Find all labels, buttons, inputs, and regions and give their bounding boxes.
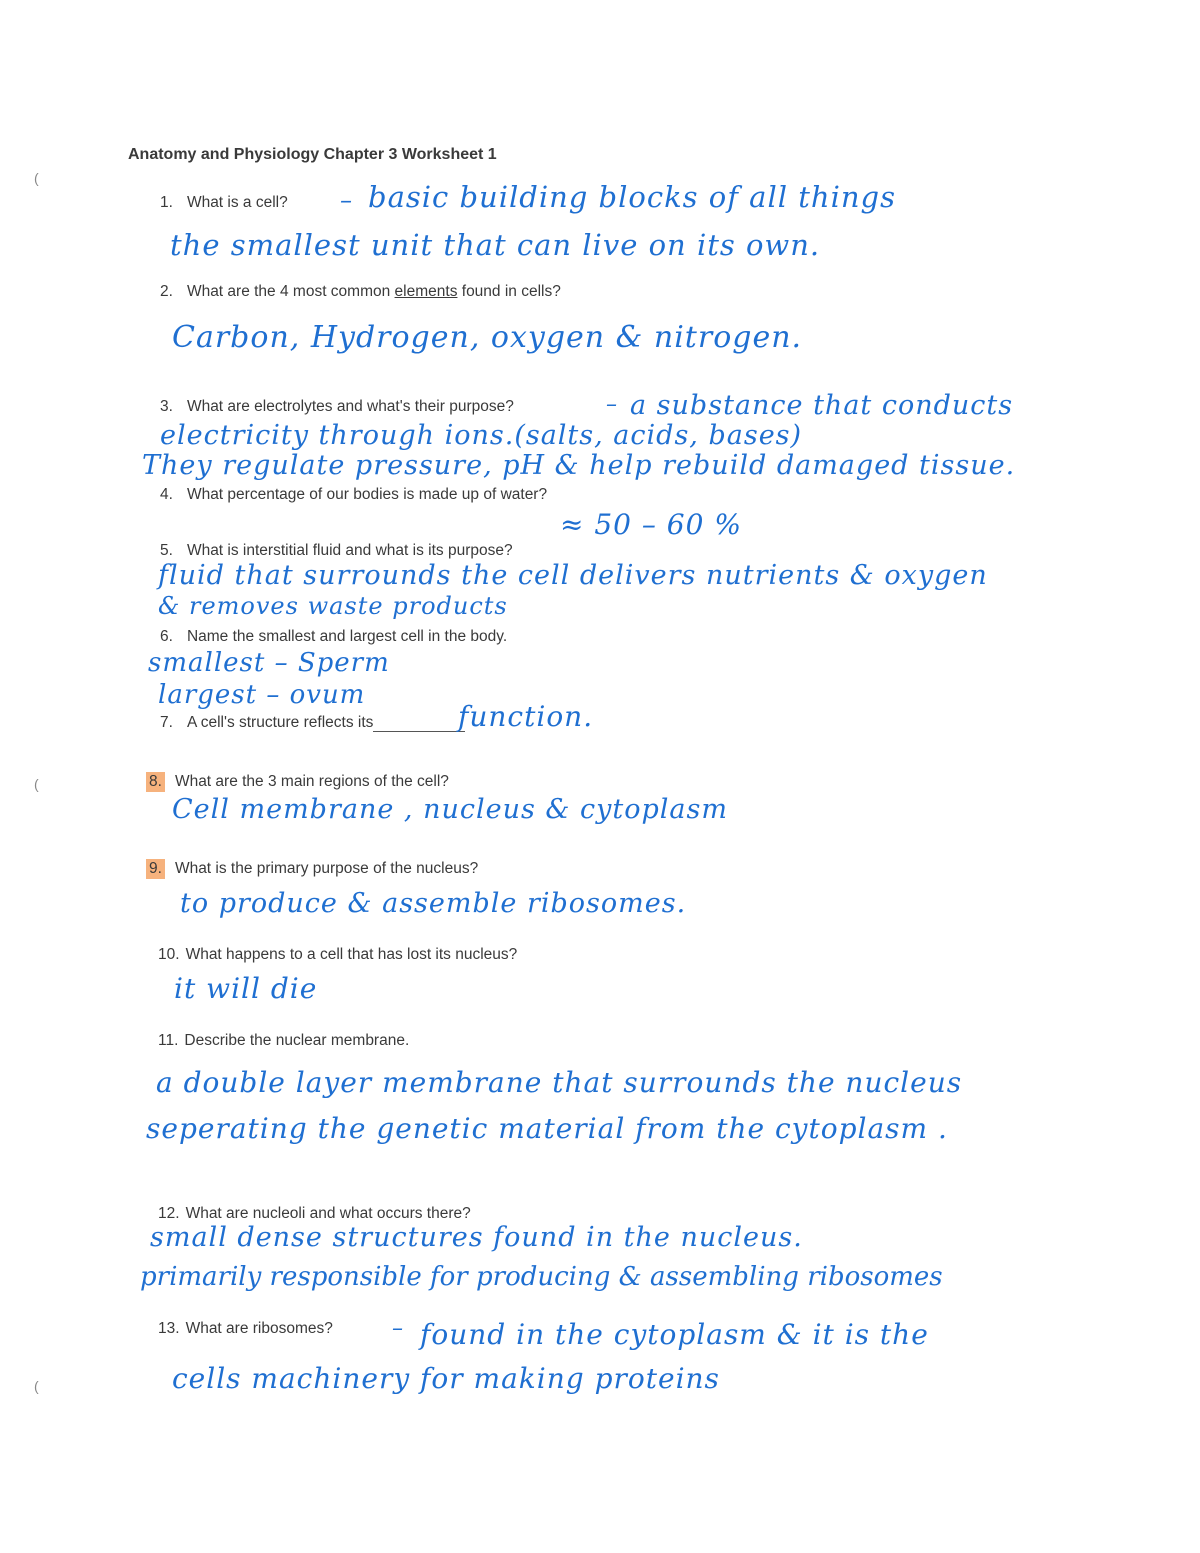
question-13 bbox=[158, 1320, 333, 1338]
answer-6-line-1: smallest – Sperm bbox=[148, 648, 390, 678]
answer-9: to produce & assemble ribosomes. bbox=[180, 888, 687, 919]
answer-7: function. bbox=[458, 700, 594, 733]
answer-1-line-2: the smallest unit that can live on its own. bbox=[170, 228, 821, 262]
question-number: 1. bbox=[160, 194, 173, 211]
question-text-underlined: elements bbox=[394, 283, 458, 300]
question-number: 13. bbox=[158, 1320, 180, 1337]
question-4 bbox=[160, 486, 547, 504]
answer-6-line-2: largest – ovum bbox=[158, 680, 366, 710]
question-text: What percentage of our bodies is made up of water? bbox=[186, 486, 548, 503]
question-text: Name the smallest and largest cell in the body. bbox=[186, 628, 508, 645]
question-number: 10. bbox=[158, 946, 180, 963]
scan-mark: ( bbox=[34, 170, 39, 186]
question-number-highlighted: 9. bbox=[146, 859, 165, 879]
question-10 bbox=[158, 946, 517, 964]
question-text: What is a cell? bbox=[186, 194, 288, 211]
answer-3-line-1: a substance that conducts bbox=[630, 390, 1014, 421]
answer-8: Cell membrane , nucleus & cytoplasm bbox=[172, 794, 728, 825]
worksheet-title: Anatomy and Physiology Chapter 3 Worksheet 1 bbox=[128, 146, 497, 163]
scan-mark: ( bbox=[34, 776, 39, 792]
answer-1-line-1: basic building blocks of all things bbox=[368, 180, 896, 214]
answer-13-line-1: found in the cytoplasm & it is the bbox=[420, 1318, 929, 1351]
answer-13-line-2: cells machinery for making proteins bbox=[172, 1362, 720, 1395]
answer-10: it will die bbox=[174, 972, 318, 1005]
question-number: 2. bbox=[160, 283, 173, 300]
question-6 bbox=[160, 628, 507, 646]
question-7 bbox=[160, 714, 465, 732]
question-3 bbox=[160, 398, 514, 416]
question-number: 3. bbox=[160, 398, 173, 415]
question-number: 6. bbox=[160, 628, 173, 645]
question-text: A cell's structure reflects its bbox=[186, 714, 374, 731]
question-number-highlighted: 8. bbox=[146, 772, 165, 792]
question-1 bbox=[160, 194, 288, 212]
question-11 bbox=[158, 1032, 409, 1050]
answer-3-line-2: electricity through ions.(salts, acids, bases) bbox=[160, 420, 803, 451]
question-text: Describe the nuclear membrane. bbox=[184, 1032, 410, 1049]
question-text-post: found in cells? bbox=[457, 283, 561, 300]
answer-12-line-2: primarily responsible for producing & assembling ribosomes bbox=[140, 1262, 943, 1292]
question-5 bbox=[160, 542, 513, 560]
question-number: 4. bbox=[160, 486, 173, 503]
question-text: What is interstitial fluid and what is its purpose? bbox=[186, 542, 513, 559]
answer-5-line-2: & removes waste products bbox=[158, 592, 508, 620]
question-text: What are nucleoli and what occurs there? bbox=[185, 1205, 471, 1222]
question-text: What are the 3 main regions of the cell? bbox=[174, 773, 449, 790]
question-number: 12. bbox=[158, 1205, 180, 1222]
question-text: What are ribosomes? bbox=[185, 1320, 333, 1337]
answer-3-line-3: They regulate pressure, pH & help rebuild damaged tissue. bbox=[142, 450, 1016, 481]
answer-dash: – bbox=[340, 186, 353, 214]
question-9 bbox=[146, 859, 478, 879]
answer-12-line-1: small dense structures found in the nucleus. bbox=[150, 1222, 803, 1253]
answer-11-line-2: seperating the genetic material from the cytoplasm . bbox=[146, 1112, 948, 1145]
answer-11-line-1: a double layer membrane that surrounds the nucleus bbox=[156, 1066, 963, 1099]
question-text: What happens to a cell that has lost its nucleus? bbox=[185, 946, 518, 963]
scan-mark: ( bbox=[34, 1378, 39, 1394]
question-text-pre: What are the 4 most common bbox=[186, 283, 395, 300]
answer-dash: – bbox=[392, 1316, 404, 1341]
question-text: What are electrolytes and what's their purpose? bbox=[186, 398, 514, 415]
fill-in-blank bbox=[373, 717, 465, 732]
question-number: 11. bbox=[158, 1032, 179, 1049]
question-number: 5. bbox=[160, 542, 173, 559]
question-text: What is the primary purpose of the nucleus? bbox=[174, 860, 479, 877]
answer-2: Carbon, Hydrogen, oxygen & nitrogen. bbox=[172, 320, 803, 355]
answer-5-line-1: fluid that surrounds the cell delivers nutrients & oxygen bbox=[158, 560, 988, 591]
question-number: 7. bbox=[160, 714, 173, 731]
question-2 bbox=[160, 283, 561, 301]
answer-dash: – bbox=[606, 392, 618, 417]
question-8 bbox=[146, 772, 449, 792]
answer-4: ≈ 50 – 60 % bbox=[560, 508, 742, 541]
question-12 bbox=[158, 1205, 471, 1223]
